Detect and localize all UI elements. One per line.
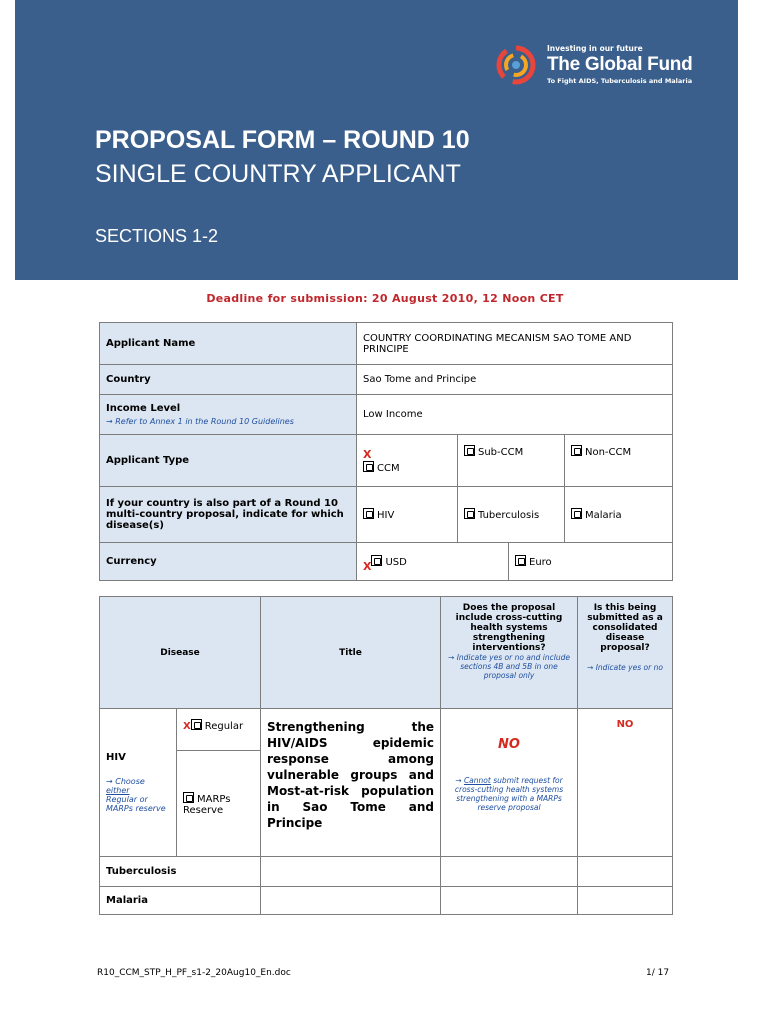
hiv-title-cell: Strengthening the HIV/AIDS epidemic response among vulnerable groups and Most-at-risk population in Sao Tome and Principe (261, 709, 441, 857)
logo-name: The Global Fund (547, 54, 693, 75)
currency-option-usd[interactable] (357, 543, 509, 581)
global-fund-swirl-icon (495, 44, 537, 86)
country-label: Country (100, 365, 357, 395)
header-banner (15, 0, 738, 280)
applicant-type-nonccm[interactable] (565, 435, 673, 487)
disease-table (99, 596, 673, 915)
hiv-label: HIV (106, 752, 126, 763)
marps-checkbox-icon[interactable] (183, 792, 194, 803)
marps-option-label: MARPs Reserve (183, 793, 231, 816)
multi-country-label: If your country is also part of a Round 10 multi-country proposal, indicate for which disease(s) (100, 487, 357, 543)
col-consolidated-header (578, 597, 673, 709)
income-level-value: Low Income (357, 395, 673, 435)
col-disease-header: Disease (100, 597, 261, 709)
hiv-option-label: HIV (377, 510, 395, 521)
regular-option-label: Regular (204, 721, 244, 732)
hiv-checkbox-icon[interactable] (363, 508, 374, 519)
hiv-consolidated-answer: NO (578, 709, 673, 857)
col-crosscutting-header (441, 597, 578, 709)
subccm-option-label: Sub-CCM (478, 447, 524, 458)
disease-option-hiv[interactable] (357, 487, 458, 543)
ccm-checkbox-icon[interactable] (363, 461, 374, 472)
malaria-row-label: Malaria (100, 887, 261, 915)
tb-option-label: Tuberculosis (478, 510, 540, 521)
sections-label: SECTIONS 1-2 (95, 226, 219, 246)
crosscutting-hint: → Indicate yes or no and include sections 4B and 5B in one proposal only (448, 653, 570, 680)
hiv-choose-hint (106, 777, 170, 813)
tb-row-label: Tuberculosis (100, 857, 261, 887)
applicant-type-ccm[interactable] (357, 435, 458, 487)
disease-option-tb[interactable] (458, 487, 565, 543)
hiv-hint-either: either (106, 786, 130, 795)
malaria-option-label: Malaria (585, 510, 622, 521)
page-title: PROPOSAL FORM – ROUND 10 (95, 126, 470, 154)
euro-checkbox-icon[interactable] (515, 555, 526, 566)
crosscutting-question: Does the proposal include cross-cutting health systems strengthening interventions? (455, 603, 563, 653)
hiv-crosscutting-note: → Cannot submit request for cross-cutting health systems strengthening with a MARPs reserve proposal (454, 776, 564, 812)
malaria-crosscutting-cell[interactable] (441, 887, 578, 915)
consolidated-hint: → Indicate yes or no (587, 663, 663, 672)
logo-tagline: Investing in our future (547, 44, 643, 53)
currency-label: Currency (100, 543, 357, 581)
applicant-type-subccm[interactable] (458, 435, 565, 487)
hiv-crosscutting-note-text: submit request for cross-cutting health systems strengthening with a MARPs reserve proposal (454, 776, 564, 812)
income-level-cell (100, 395, 357, 435)
hiv-cell (100, 709, 177, 857)
usd-checkbox-icon[interactable] (371, 555, 382, 566)
applicant-info-table (99, 322, 673, 581)
subccm-checkbox-icon[interactable] (464, 445, 475, 456)
logo-subtitle: To Fight AIDS, Tuberculosis and Malaria (547, 77, 693, 85)
nonccm-checkbox-icon[interactable] (571, 445, 582, 456)
tb-title-cell[interactable] (261, 857, 441, 887)
nonccm-option-label: Non-CCM (585, 447, 632, 458)
malaria-consolidated-cell[interactable] (578, 887, 673, 915)
regular-selected-mark: X (183, 721, 191, 732)
malaria-checkbox-icon[interactable] (571, 508, 582, 519)
applicant-name-value: COUNTRY COORDINATING MECANISM SAO TOME AND PRINCIPE (357, 323, 673, 365)
hiv-hint-rest: Regular or MARPs reserve (106, 795, 166, 813)
col-title-header: Title (261, 597, 441, 709)
tb-checkbox-icon[interactable] (464, 508, 475, 519)
income-level-hint: → Refer to Annex 1 in the Round 10 Guidelines (106, 417, 294, 426)
hiv-crosscutting-answer: NO (498, 737, 520, 752)
footer-page-number: 1/ 17 (646, 968, 670, 978)
applicant-name-label: Applicant Name (100, 323, 357, 365)
deadline-text: Deadline for submission: 20 August 2010, 12 Noon CET (206, 292, 564, 305)
usd-option-label: USD (385, 557, 407, 568)
consolidated-question: Is this being submitted as a consolidated disease proposal? (587, 603, 663, 653)
euro-option-label: Euro (529, 557, 552, 568)
disease-option-malaria[interactable] (565, 487, 673, 543)
usd-selected-mark: X (363, 560, 372, 573)
ccm-selected-mark: X (363, 447, 372, 461)
income-level-label: Income Level (106, 403, 181, 414)
hiv-regular-option[interactable] (177, 709, 261, 751)
ccm-option-label: CCM (377, 462, 400, 474)
country-value: Sao Tome and Principe (357, 365, 673, 395)
global-fund-logo (495, 42, 715, 92)
tb-consolidated-cell[interactable] (578, 857, 673, 887)
tb-crosscutting-cell[interactable] (441, 857, 578, 887)
regular-checkbox-icon[interactable] (191, 719, 202, 730)
applicant-type-label: Applicant Type (100, 435, 357, 487)
page-subtitle: SINGLE COUNTRY APPLICANT (95, 160, 461, 188)
hiv-crosscutting-cell (441, 709, 578, 857)
hiv-hint-choose: → Choose (106, 777, 145, 786)
footer-filename: R10_CCM_STP_H_PF_s1-2_20Aug10_En.doc (97, 968, 291, 978)
currency-option-euro[interactable] (509, 543, 673, 581)
hiv-crosscutting-note-link: Cannot (463, 776, 491, 785)
hiv-marps-option[interactable] (177, 751, 261, 857)
malaria-title-cell[interactable] (261, 887, 441, 915)
